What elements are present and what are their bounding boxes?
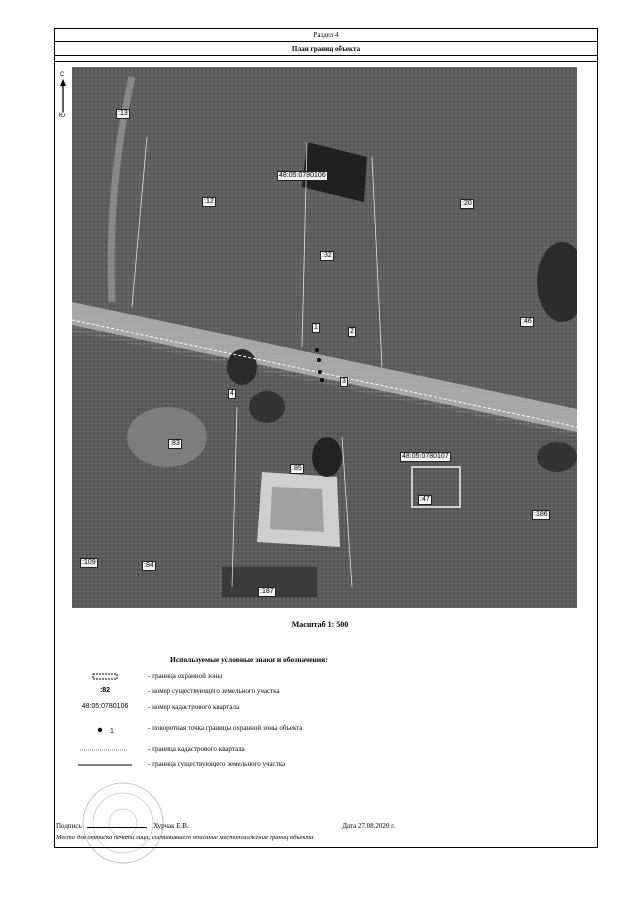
south-label: Ю <box>59 113 66 119</box>
parcel-label-187: :187 <box>260 588 274 595</box>
legend-title: Используемые условные знаки и обозначения: <box>170 655 328 664</box>
signature-date: Дата 27.08.2020 г. <box>342 822 396 830</box>
legend-item-parcel-boundary <box>70 760 590 772</box>
legend-text: - граница существующего земельного участка <box>148 760 286 768</box>
section-header: Раздел 4 <box>55 29 597 42</box>
point-label-1: 1 <box>314 324 318 331</box>
legend-text: - поворотная точка границы охранной зоны объекта <box>148 724 303 732</box>
point-label-3: 3 <box>342 378 346 385</box>
legend-text: - номер существующего земельного участка <box>148 687 280 695</box>
parcel-label-186: :186 <box>534 511 548 518</box>
header-spacer <box>55 56 597 62</box>
north-label: С <box>60 72 65 78</box>
signature-label: Подпись <box>56 822 82 830</box>
legend-item-turning-point <box>70 724 590 736</box>
legend-item-parcel-number <box>70 687 590 699</box>
parcel-label-83: :83 <box>170 440 180 447</box>
stamp-place-note: Место для оттиска печати лица, составившего описание местоположения границ объекта <box>56 834 314 841</box>
parcel-label-20: :20 <box>462 200 472 207</box>
legend-item-cadastral-boundary <box>70 745 590 757</box>
cadastral-label-top: 48:05:0780106 <box>279 172 326 179</box>
satellite-map <box>72 67 577 608</box>
north-arrow <box>57 72 69 120</box>
parcel-label-47: :47 <box>420 496 430 503</box>
parcel-label-109: :109 <box>82 559 96 566</box>
legend-text: - граница кадастрового квартала <box>148 745 245 753</box>
legend-symbol-text: 48:05:0780106 <box>81 703 129 710</box>
legend-item-protection-zone <box>70 672 590 684</box>
map-scale: Масштаб 1: 500 <box>291 620 349 629</box>
satellite-imagery <box>72 67 577 608</box>
legend-symbol-text: 1 <box>110 728 114 735</box>
legend-symbol-text: :82 <box>99 687 111 694</box>
point-label-2: 2 <box>350 328 354 335</box>
signature-line <box>56 822 395 830</box>
turning-point-symbol-icon <box>70 724 140 736</box>
dashed-line-symbol-icon <box>70 745 140 757</box>
legend-text: - граница охранной зоны <box>148 672 223 680</box>
point-label-4: 4 <box>230 390 234 397</box>
solid-line-symbol-icon <box>70 760 140 772</box>
legend-text: - номер кадастрового квартала <box>148 703 240 711</box>
parcel-label-85: :85 <box>292 465 302 472</box>
protection-zone-symbol-icon <box>70 672 140 684</box>
north-arrow-icon <box>57 79 69 113</box>
parcel-label-13: :13 <box>118 110 128 117</box>
parcel-label-84: :84 <box>144 562 154 569</box>
cadastral-label-bottom: 48:05:0780107 <box>402 453 449 460</box>
parcel-label-46: :46 <box>522 318 532 325</box>
parcel-label-32: :32 <box>322 252 332 259</box>
legend-item-cadastral-number <box>70 703 590 715</box>
signer-name: Хурчак Е.В. <box>153 822 189 830</box>
signature-blank <box>87 827 147 828</box>
parcel-label-12: :12 <box>204 198 214 205</box>
page-title: План границ объекта <box>55 42 597 56</box>
